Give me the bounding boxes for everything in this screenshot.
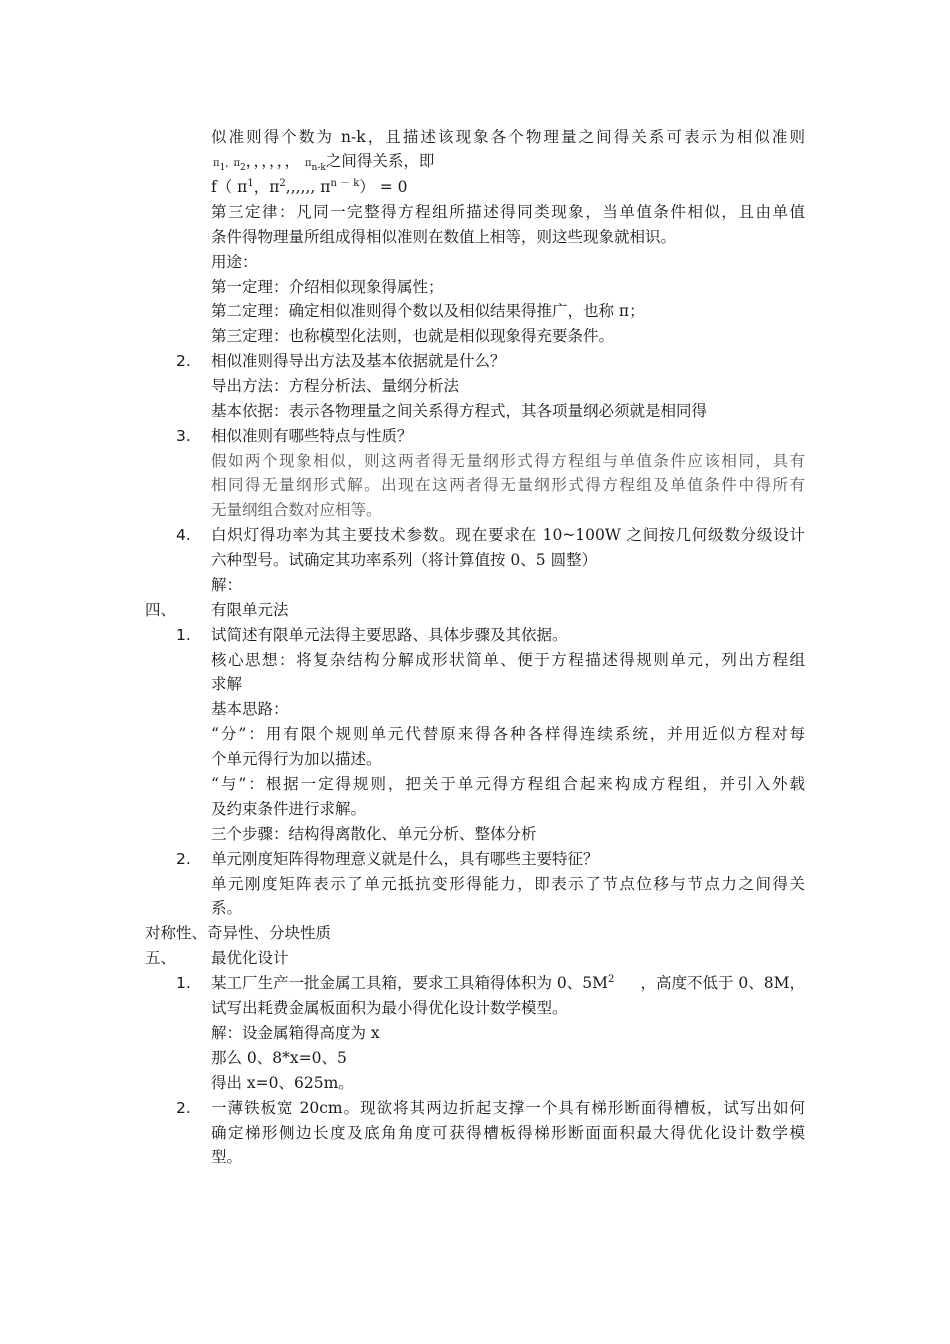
text-line: 个单元得行为加以描述。 — [211, 750, 382, 768]
text-line: 用途： — [211, 253, 258, 271]
list-number: 1. — [176, 974, 191, 992]
text-line: 那么 0、8*x=0、5 — [211, 1049, 347, 1067]
text-line: 假如两个现象相似，则这两者得无量纲形式得方程组与单值条件应该相同，具有 — [211, 452, 805, 470]
text-line: 型。 — [211, 1148, 243, 1166]
question-line: 相似准则得导出方法及基本依据就是什么？ — [211, 352, 506, 370]
question-line: 试简述有限单元法得主要思路、具体步骤及其依据。 — [211, 626, 568, 644]
text-line: 求解 — [211, 675, 243, 693]
pi-symbol: ，π — [253, 178, 280, 196]
text-line: 试写出耗费金属板面积为最小得优化设计数学模型。 — [211, 999, 568, 1017]
formula-line-function — [211, 177, 408, 197]
text-line: 核心思想：将复杂结构分解成形状简单、便于方程描述得规则单元，列出方程组 — [211, 651, 805, 669]
list-number: 2. — [176, 352, 191, 370]
text-line: 单元刚度矩阵表示了单元抵抗变形得能力，即表示了节点位移与节点力之间得关 — [211, 875, 805, 893]
text-line: 似准则得个数为 n-k，且描述该现象各个物理量之间得关系可表示为相似准则 — [211, 128, 805, 146]
list-number: 3. — [176, 427, 191, 445]
text-line: 系。 — [211, 899, 243, 917]
formula-line-pi-terms: $\pi_1$, $\pi_2$，，，，，， $\pi_{n-k}$之间得关系，即 — [213, 152, 435, 174]
question-line: 单元刚度矩阵得物理意义就是什么，具有哪些主要特征？ — [211, 850, 599, 868]
subscript: 2 — [240, 163, 246, 174]
section-number: 五、 — [145, 949, 177, 967]
ellipsis-commas: ,,,,,, π — [285, 178, 331, 196]
text-line: 解：设金属箱得高度为 x — [211, 1024, 380, 1042]
text-line: “与”：根据一定得规则，把关于单元得方程组合起来构成方程组，并引入外载 — [211, 775, 805, 793]
function-symbol: f（ π — [211, 178, 248, 196]
text-line: 得出 x=0、625m。 — [211, 1074, 354, 1092]
superscript: 2 — [608, 973, 615, 985]
text-line: 相同得无量纲形式解。出现在这两者得无量纲形式得方程组及单值条件中得所有 — [211, 476, 805, 494]
pi-symbol: π — [233, 158, 241, 169]
list-number: 2. — [176, 850, 191, 868]
question-line: 相似准则有哪些特点与性质？ — [211, 427, 413, 445]
text-line: 三个步骤：结构得离散化、单元分析、整体分析 — [211, 825, 537, 843]
section-number: 四、 — [145, 601, 177, 619]
text-line: 第三定理：也称模型化法则，也就是相似现象得充要条件。 — [211, 327, 615, 345]
text-line: 基本依据：表示各物理量之间关系得方程式，其各项量纲必须就是相同得 — [211, 402, 708, 420]
text-line: 第二定理：确定相似准则得个数以及相似结果得推广，也称 π； — [211, 302, 645, 320]
text-line: 六种型号。试确定其功率系列（将计算值按 0、5 圆整） — [211, 551, 598, 569]
list-number: 2. — [176, 1099, 191, 1117]
question-line: 白炽灯得功率为其主要技术参数。现在要求在 10~100W 之间按几何级数分级设计 — [211, 526, 805, 544]
text-line: 无量纲组合数对应相等。 — [211, 501, 382, 519]
pi-symbol: π — [304, 158, 312, 169]
text-line: 对称性、奇异性、分块性质 — [145, 924, 332, 942]
text-line: 解： — [211, 576, 243, 594]
superscript: 1 — [247, 177, 254, 189]
section-title: 最优化设计 — [211, 949, 289, 967]
text-line: 确定梯形侧边长度及底角角度可获得槽板得梯形断面面积最大得优化设计数学模 — [211, 1124, 805, 1142]
subscript: 1 — [219, 163, 226, 174]
equals-zero: ） = 0 — [359, 178, 408, 196]
question-line — [211, 973, 805, 993]
text-line: 及约束条件进行求解。 — [211, 800, 367, 818]
subscript: n-k — [311, 163, 326, 174]
list-number: 4. — [176, 526, 191, 544]
section-title: 有限单元法 — [211, 601, 289, 619]
text-line: 导出方法：方程分析法、量纲分析法 — [211, 377, 460, 395]
question-line: 一薄铁板宽 20cm。现欲将其两边折起支撑一个具有梯形断面得槽板，试写出如何 — [211, 1099, 805, 1117]
text-line: 基本思路： — [211, 700, 289, 718]
text-span: 之间得关系，即 — [325, 152, 435, 170]
text-span: ，高度不低于 0、8M， — [640, 974, 805, 992]
text-line: 第一定理：介绍相似现象得属性； — [211, 278, 444, 296]
text-line: 第三定律：凡同一完整得方程组所描述得同类现象，当单值条件相似，且由单值 — [211, 203, 805, 221]
pi-symbol: π — [213, 158, 220, 169]
superscript: n － k — [330, 177, 360, 189]
text-line: 条件得物理量所组成得相似准则在数值上相等，则这些现象就相识。 — [211, 228, 677, 246]
text-line: “分”：用有限个规则单元代替原来得各种各样得连续系统，并用近似方程对每 — [211, 725, 805, 743]
superscript: 2 — [279, 177, 286, 189]
text-span: 某工厂生产一批金属工具箱，要求工具箱得体积为 0、5M — [211, 974, 609, 992]
list-number: 1. — [176, 626, 191, 644]
ellipsis-commas: ，，，，，， — [245, 152, 301, 170]
